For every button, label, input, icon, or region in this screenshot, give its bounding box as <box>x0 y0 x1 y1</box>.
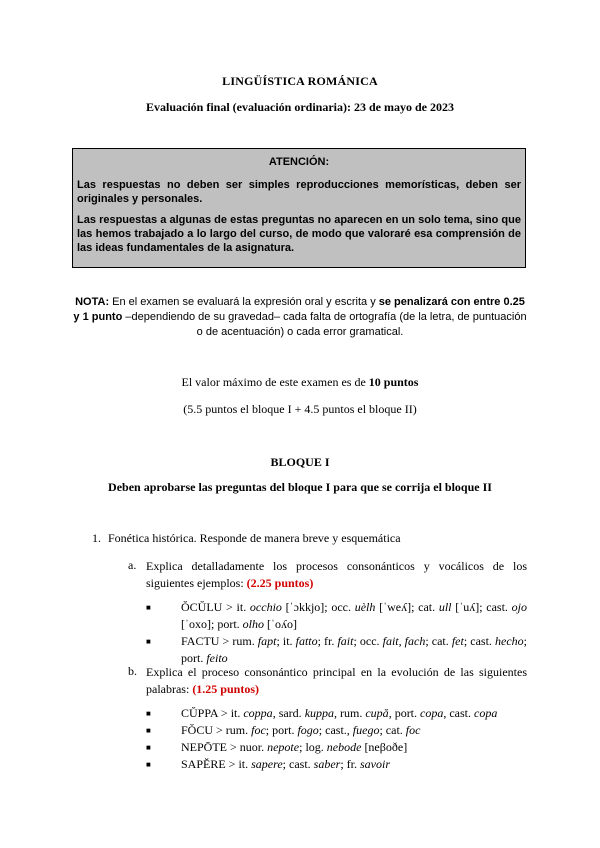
list-item-factu <box>181 633 527 667</box>
question-number: 1. <box>92 531 101 545</box>
nota-label: NOTA: <box>75 296 110 308</box>
value-breakdown: (5.5 puntos el bloque I + 4.5 puntos el bloque II) <box>183 402 417 416</box>
part-a-letter: a. <box>128 558 137 572</box>
part-a-instruction: Explica detalladamente los procesos consonánticos y vocálicos de los siguientes ejemplos: <box>146 559 527 590</box>
sep: [neβoðe] <box>361 740 408 754</box>
etymon: NEPŌTE > nuor. <box>181 740 268 754</box>
form: feito <box>206 651 228 665</box>
form: savoir <box>360 757 391 771</box>
part-b-instruction: Explica el proceso consonántico principal en la evolución de las siguientes palabras: <box>146 665 527 696</box>
bullet-square-icon: ■ <box>146 726 151 735</box>
form: fogo <box>297 723 319 737</box>
question-text: Fonética histórica. Responde de manera breve y esquemática <box>108 531 401 545</box>
attention-box <box>72 148 526 268</box>
form: occhio <box>249 600 282 614</box>
nota-paragraph <box>72 295 528 340</box>
form: fatto <box>295 634 318 648</box>
sep: [ˈoxo]; port. <box>181 617 243 631</box>
bullet-square-icon: ■ <box>146 760 151 769</box>
form: ull <box>438 600 452 614</box>
sep: ; cast., <box>318 723 353 737</box>
sep: ; occ. <box>353 634 383 648</box>
form: fait <box>337 634 354 648</box>
bullet-square-icon: ■ <box>146 743 151 752</box>
attention-paragraph-2: Las respuestas a algunas de estas preguntas no aparecen en un solo tema, sino que las hemos trabajado a lo largo del curso, de modo que valoraré esa comprensión de las ideas fundamentales de la asignatura. <box>77 214 521 254</box>
sep: ; cast. <box>463 634 495 648</box>
sep: ; cat. <box>379 723 406 737</box>
sep: , cast. <box>443 706 475 720</box>
etymon: FŎCU > rum. <box>181 723 252 737</box>
sep: [ˈweʎ]; cat. <box>375 600 439 614</box>
bullet-square-icon: ■ <box>146 637 151 646</box>
part-a-text <box>146 558 527 592</box>
list-item-focu <box>181 722 527 739</box>
etymon: ŎCŬLU > it. <box>181 600 250 614</box>
sep: [ˈɔkkjo]; occ. <box>281 600 355 614</box>
max-value-points: 10 puntos <box>368 375 419 389</box>
part-b-points: (1.25 puntos) <box>192 682 259 696</box>
bloque-instruction: Deben aprobarse las preguntas del bloque I para que se corrija el bloque II <box>108 480 492 494</box>
list-item-cuppa <box>181 705 527 722</box>
sep: [ˈoʎo] <box>264 617 297 631</box>
part-a-points: (2.25 puntos) <box>246 576 314 590</box>
sep: ; it. <box>276 634 296 648</box>
form: kuppa <box>304 706 335 720</box>
form: foc <box>405 723 421 737</box>
sep: ; fr. <box>317 634 338 648</box>
sep: [ˈuʎ]; cast. <box>451 600 512 614</box>
etymon: FACTU > rum. <box>181 634 258 648</box>
form: foc <box>251 723 266 737</box>
form: saber <box>313 757 341 771</box>
nota-penalty: se penalizará con entre 0.25 y 1 punto <box>73 296 525 323</box>
attention-paragraph-1: Las respuestas no deben ser simples reproducciones memorísticas, deben ser originales y personales. <box>77 179 521 205</box>
exam-title: LINGÜÍSTICA ROMÁNICA <box>222 74 378 88</box>
max-value-prefix: El valor máximo de este examen es de <box>181 375 369 389</box>
etymon: CŬPPA > it. <box>181 706 244 720</box>
form: hecho <box>495 634 524 648</box>
nota-text-1: En el examen se evaluará la expresión oral y escrita y <box>109 296 379 308</box>
part-b-text <box>146 664 527 698</box>
sep: ; fr. <box>340 757 361 771</box>
bloque-title: BLOQUE I <box>270 455 330 469</box>
sep: , rum. <box>334 706 366 720</box>
form: fait, fach <box>382 634 426 648</box>
exam-subtitle: Evaluación final (evaluación ordinaria): 23 de mayo de 2023 <box>145 100 454 114</box>
nota-text-2: –dependiendo de su gravedad– cada falta de ortografía (de la letra, de puntuación o de acentuación) o cada error gramatical. <box>122 311 527 338</box>
list-item-oculu <box>181 599 527 633</box>
form: copa <box>420 706 444 720</box>
max-value-line <box>0 375 600 390</box>
form: ojo <box>511 600 527 614</box>
form: copa <box>474 706 498 720</box>
sep: , port. <box>388 706 421 720</box>
form: fapt <box>257 634 277 648</box>
sep: ; log. <box>299 740 327 754</box>
form: olho <box>242 617 264 631</box>
form: fuego <box>352 723 380 737</box>
sep: , sard. <box>272 706 305 720</box>
form: cupă <box>365 706 389 720</box>
list-item-sapere <box>181 756 527 773</box>
sep: ; port. <box>181 634 527 665</box>
sep: ; cat. <box>425 634 452 648</box>
form: nebode <box>326 740 362 754</box>
sep: ; port. <box>265 723 298 737</box>
form: nepote <box>267 740 300 754</box>
sep: ; cast. <box>282 757 314 771</box>
form: fet <box>451 634 464 648</box>
bullet-square-icon: ■ <box>146 603 151 612</box>
part-b-letter: b. <box>128 664 137 678</box>
bullet-square-icon: ■ <box>146 709 151 718</box>
form: coppa <box>243 706 273 720</box>
form: sapere <box>251 757 283 771</box>
list-item-nepote <box>181 739 527 756</box>
attention-heading: ATENCIÓN: <box>268 156 330 168</box>
form: uèlh <box>354 600 376 614</box>
etymon: SAPĔRE > it. <box>181 757 252 771</box>
